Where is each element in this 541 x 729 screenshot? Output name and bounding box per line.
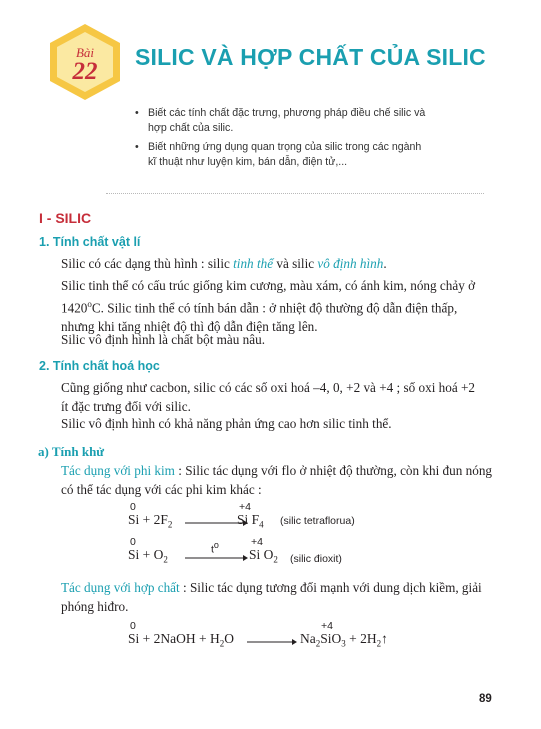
objective-line: hợp chất của silic. (148, 122, 234, 134)
formula: + 2H (345, 631, 377, 646)
page-title: SILIC VÀ HỢP CHẤT CỦA SILIC (135, 44, 486, 70)
lesson-number: 22 (72, 58, 98, 85)
equation-2 (128, 536, 448, 570)
gas-arrow: ↑ (381, 631, 388, 646)
reaction-arrow (247, 638, 297, 646)
text: 1420 (61, 300, 88, 316)
subsection-heading: 1. Tính chất vật lí (39, 235, 141, 249)
term-highlight: vô định hình (317, 256, 384, 271)
objective-line: kĩ thuật như luyện kim, bán dẫn, điện tử,... (148, 156, 348, 168)
section-heading: I - SILIC (39, 210, 92, 226)
reaction-arrow (185, 554, 248, 562)
term-highlight: Tác dụng với phi kim (61, 463, 175, 478)
page-number: 89 (479, 693, 492, 705)
reactants (128, 512, 172, 530)
text-line: ít đặc trưng đối với silic. (61, 399, 191, 414)
text-line (61, 461, 501, 480)
subsection-heading: 2. Tính chất hoá học (39, 359, 160, 373)
reactants (128, 631, 234, 649)
term-highlight: Tác dụng với hợp chất (61, 580, 180, 595)
subscript: 4 (259, 519, 264, 530)
objective-item (136, 140, 466, 170)
paragraph (61, 254, 501, 273)
text-line: nhưng khi tăng nhiệt độ thì độ dẫn điện tăng lên. (61, 319, 318, 335)
text: : Silic tác dụng với flo ở nhiệt độ thường, còn khi đun nóng (174, 463, 493, 478)
bullet: • (135, 107, 139, 119)
subscript: 2 (376, 638, 382, 649)
subscript: 2 (163, 554, 168, 565)
formula: Si + O (128, 547, 164, 562)
lesson-label: Bài (75, 45, 95, 60)
text: và silic (273, 256, 318, 271)
products (237, 512, 264, 530)
text-line: Cũng giống như cacbon, silic có các số oxi hoá –4, 0, +2 và +4 ; số oxi hoá +2 (61, 380, 476, 395)
text: : Silic tác dụng tương đối mạnh với dung dịch kiềm, giải (179, 580, 482, 595)
text-line: Silic tinh thể có cấu trúc giống kim cương, màu xám, có ánh kim, nóng chảy ở (61, 278, 476, 293)
oxidation-number: +4 (239, 501, 251, 513)
superscript: o (213, 540, 219, 550)
compound-name: (silic tetraflorua) (280, 515, 355, 527)
reactants (128, 547, 168, 565)
formula: Si O (249, 547, 274, 562)
oxidation-number: 0 (130, 501, 136, 513)
objective-line: Biết các tính chất đặc trưng, phương pháp điều chế silic và (148, 107, 426, 119)
subscript: 2 (167, 519, 173, 530)
oxidation-number: +4 (251, 536, 263, 548)
formula: Si + 2F (128, 512, 168, 527)
paragraph (61, 578, 501, 616)
term-highlight: tinh thể (233, 256, 274, 271)
formula: O (224, 631, 234, 646)
subsection-heading: a) Tính khử (38, 444, 105, 459)
oxidation-number: +4 (321, 620, 333, 632)
divider (106, 193, 484, 194)
text: t (211, 543, 214, 556)
paragraph (61, 378, 501, 416)
equation-1 (128, 501, 448, 535)
formula: Si F (237, 512, 260, 527)
products (300, 631, 388, 649)
oxidation-number: 0 (130, 620, 136, 632)
text: . (383, 256, 387, 271)
subscript: 3 (341, 638, 346, 649)
subscript: 2 (273, 554, 278, 565)
equation-3 (128, 620, 458, 654)
compound-name: (silic đioxit) (290, 553, 342, 565)
text: C. Silic tinh thể có tính bán dẫn : ở nhiệt độ thường độ dẫn điện thấp, (91, 300, 458, 316)
objective-line: Biết những ứng dụng quan trọng của silic trong các ngành (148, 141, 422, 153)
lesson-badge (46, 22, 124, 102)
text-line: có thể tác dụng với các phi kim khác : (61, 482, 262, 497)
text-line: phóng hiđro. (61, 599, 129, 614)
subscript: 2 (315, 638, 321, 649)
paragraph: Silic vô định hình là chất bột màu nâu. (61, 332, 266, 347)
formula: SiO (320, 631, 342, 646)
oxidation-number: 0 (130, 536, 136, 548)
text-line (61, 578, 501, 597)
subscript: 2 (219, 638, 225, 649)
text-line (61, 295, 501, 317)
text: Silic có các dạng thù hình : silic (61, 256, 234, 271)
formula: Si + 2NaOH + H (128, 631, 220, 646)
objective-item (136, 106, 466, 136)
formula: Na (300, 631, 316, 646)
products (249, 547, 278, 565)
paragraph (61, 461, 501, 499)
degree-sup: o (87, 299, 92, 309)
bullet: • (135, 141, 139, 153)
paragraph: Silic vô định hình có khả năng phản ứng cao hơn silic tinh thể. (61, 416, 392, 431)
paragraph (61, 276, 501, 336)
